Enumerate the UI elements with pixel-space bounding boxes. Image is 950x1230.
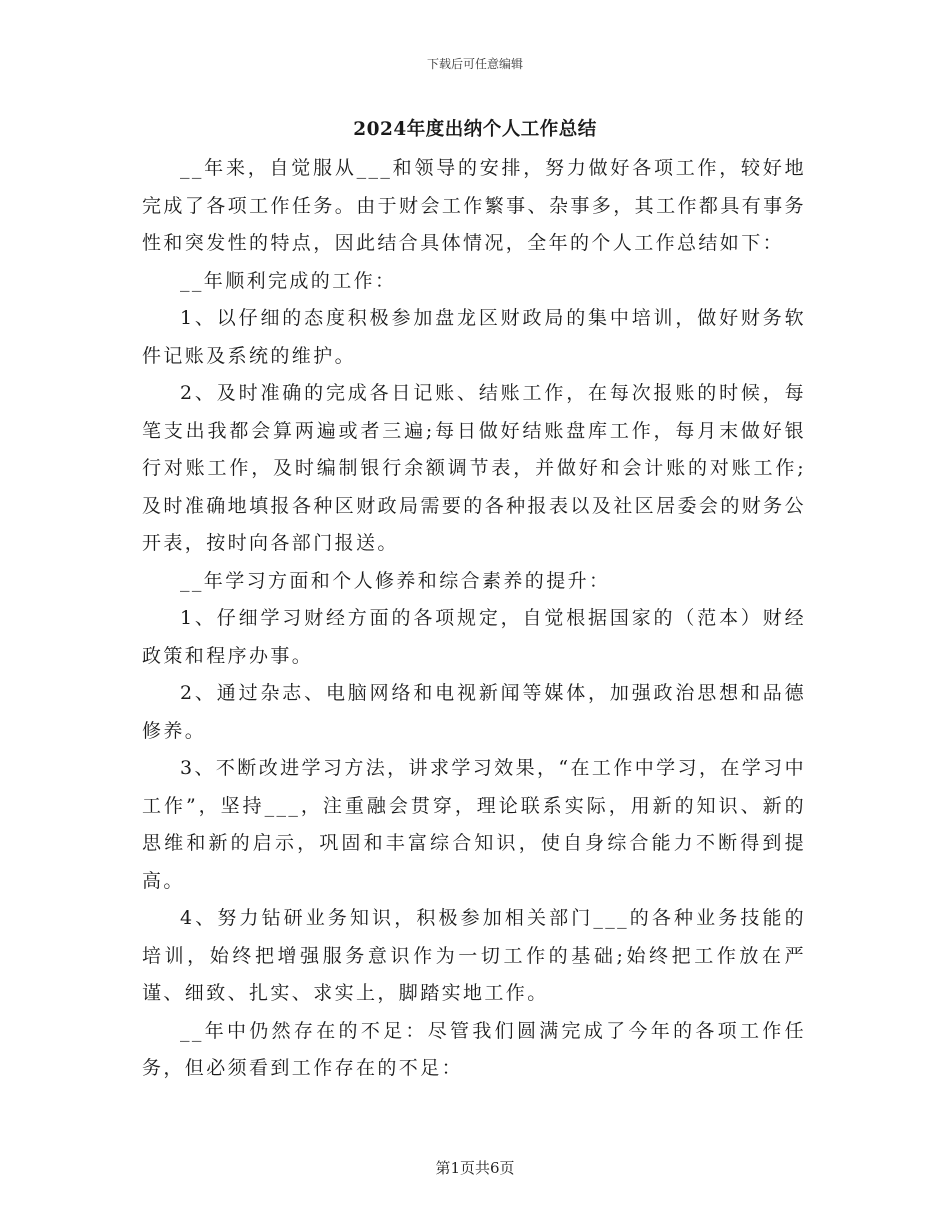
list-item-media: 2、通过杂志、电脑网络和电视新闻等媒体，加强政治思想和品德修养。 [142, 682, 806, 742]
list-item-study-methods: 3、不断改进学习方法，讲求学习效果，“在工作中学习，在学习中工作”，坚持___，注重融会贯穿，理论联系实际，用新的知识、新的思维和新的启示，巩固和丰富综合知识，使自身综合能力不断得到提高。 [142, 757, 806, 892]
list-item-training: 1、以仔细的态度积极参加盘龙区财政局的集中培训，做好财务软件记账及系统的维护。 [142, 307, 806, 367]
list-item-bookkeeping: 2、及时准确的完成各日记账、结账工作，在每次报账的时候，每笔支出我都会算两遍或者三遍;每日做好结账盘库工作，每月末做好银行对账工作，及时编制银行余额调节表，并做好和会计账的对账工作;及时准确地填报各种区财政局需要的各种报表以及社区居委会的财务公开表，按时向各部门报送。 [142, 382, 806, 554]
section-heading-learning: __年学习方面和个人修养和综合素养的提升： [180, 569, 611, 592]
document-title: 2024年度出纳个人工作总结 [353, 119, 597, 140]
paragraph-intro: __年来，自觉服从___和领导的安排，努力做好各项工作，较好地完成了各项工作任务。由于财会工作繁事、杂事多，其工作都具有事务性和突发性的特点，因此结合具体情况，全年的个人工作总结如下： [142, 157, 806, 254]
page-number: 第1页共6页 [435, 1159, 515, 1177]
section-heading-completed-work: __年顺利完成的工作： [180, 269, 397, 292]
section-heading-shortcomings: __年中仍然存在的不足：尽管我们圆满完成了今年的各项工作任务，但必须看到工作存在的不足： [142, 1019, 806, 1079]
page-header: 下载后可任意编辑 [426, 57, 523, 71]
document-body [142, 150, 806, 1088]
list-item-business-knowledge: 4、努力钻研业务知识，积极参加相关部门___的各种业务技能的培训，始终把增强服务意识作为一切工作的基础;始终把工作放在严谨、细致、扎实、求实上，脚踏实地工作。 [142, 907, 806, 1004]
list-item-regulations: 1、仔细学习财经方面的各项规定，自觉根据国家的（范本）财经政策和程序办事。 [142, 607, 806, 667]
